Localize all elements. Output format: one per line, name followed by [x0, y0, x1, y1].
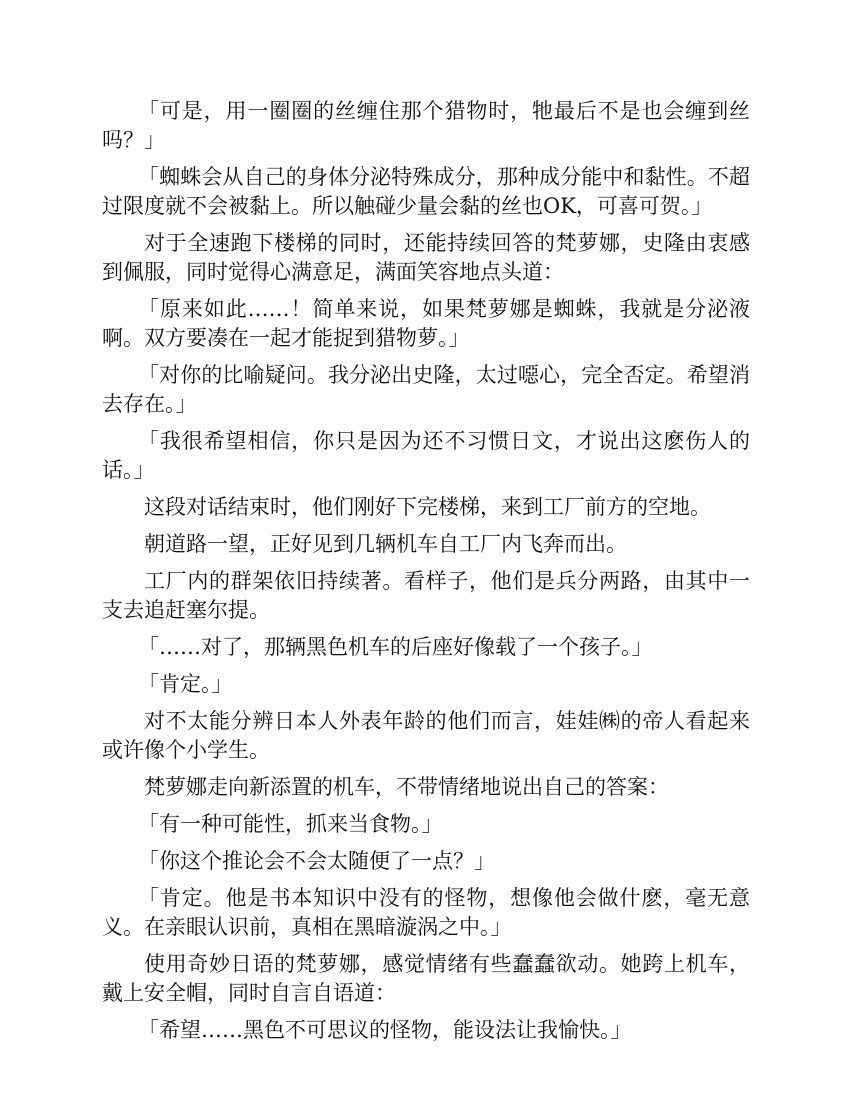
document-page — [102, 97, 750, 1053]
paragraph: 「你这个推论会不会太随便了一点？」 — [138, 849, 495, 873]
paragraph: 「……对了，那辆黑色机车的后座好像载了一个孩子。」 — [138, 635, 653, 659]
paragraph: 「对你的比喻疑问。我分泌出史隆，太过噁心，完全否定。希望消去存在。」 — [102, 363, 750, 416]
paragraph: 「有一种可能性，抓来当食物。」 — [138, 812, 443, 836]
paragraph: 「我很希望相信，你只是因为还不习惯日文，才说出这麽伤人的话。」 — [102, 429, 750, 482]
paragraph: 「蜘蛛会从自己的身体分泌特殊成分，那种成分能中和黏性。不超过限度就不会被黏上。所以触碰少量会黏的丝也OK，可喜可贺。」 — [102, 165, 750, 218]
paragraph: 对不太能分辨日本人外表年龄的他们而言，娃娃㈱的帝人看起来或许像个小学生。 — [102, 709, 750, 762]
paragraph: 使用奇妙日语的梵萝娜，感觉情绪有些蠢蠢欲动。她跨上机车，戴上安全帽，同时自言自语道： — [102, 952, 750, 1005]
paragraph: 梵萝娜走向新添置的机车，不带情绪地说出自己的答案： — [144, 775, 669, 799]
paragraph: 「肯定。」 — [138, 672, 233, 696]
paragraph: 对于全速跑下楼梯的同时，还能持续回答的梵萝娜，史隆由衷感到佩服，同时觉得心满意足，满面笑容地点头道： — [102, 231, 750, 284]
paragraph: 「肯定。他是书本知识中没有的怪物，想像他会做什麽，毫无意义。在亲眼认识前，真相在黑暗漩涡之中。」 — [102, 886, 750, 939]
paragraph: 「可是，用一圈圈的丝缠住那个猎物时，牠最后不是也会缠到丝吗？」 — [102, 99, 750, 152]
paragraph: 这段对话结束时，他们刚好下完楼梯，来到工厂前方的空地。 — [144, 495, 711, 519]
paragraph: 工厂内的群架依旧持续著。看样子，他们是兵分两路，由其中一支去追赶塞尔提。 — [102, 569, 750, 622]
paragraph: 「希望……黑色不可思议的怪物，能设法让我愉快。」 — [138, 1018, 632, 1042]
paragraph: 朝道路一望，正好见到几辆机车自工厂内飞奔而出。 — [144, 532, 627, 556]
paragraph: 「原来如此……！简单来说，如果梵萝娜是蜘蛛，我就是分泌液啊。双方要凑在一起才能捉到猎物萝。」 — [102, 297, 750, 350]
